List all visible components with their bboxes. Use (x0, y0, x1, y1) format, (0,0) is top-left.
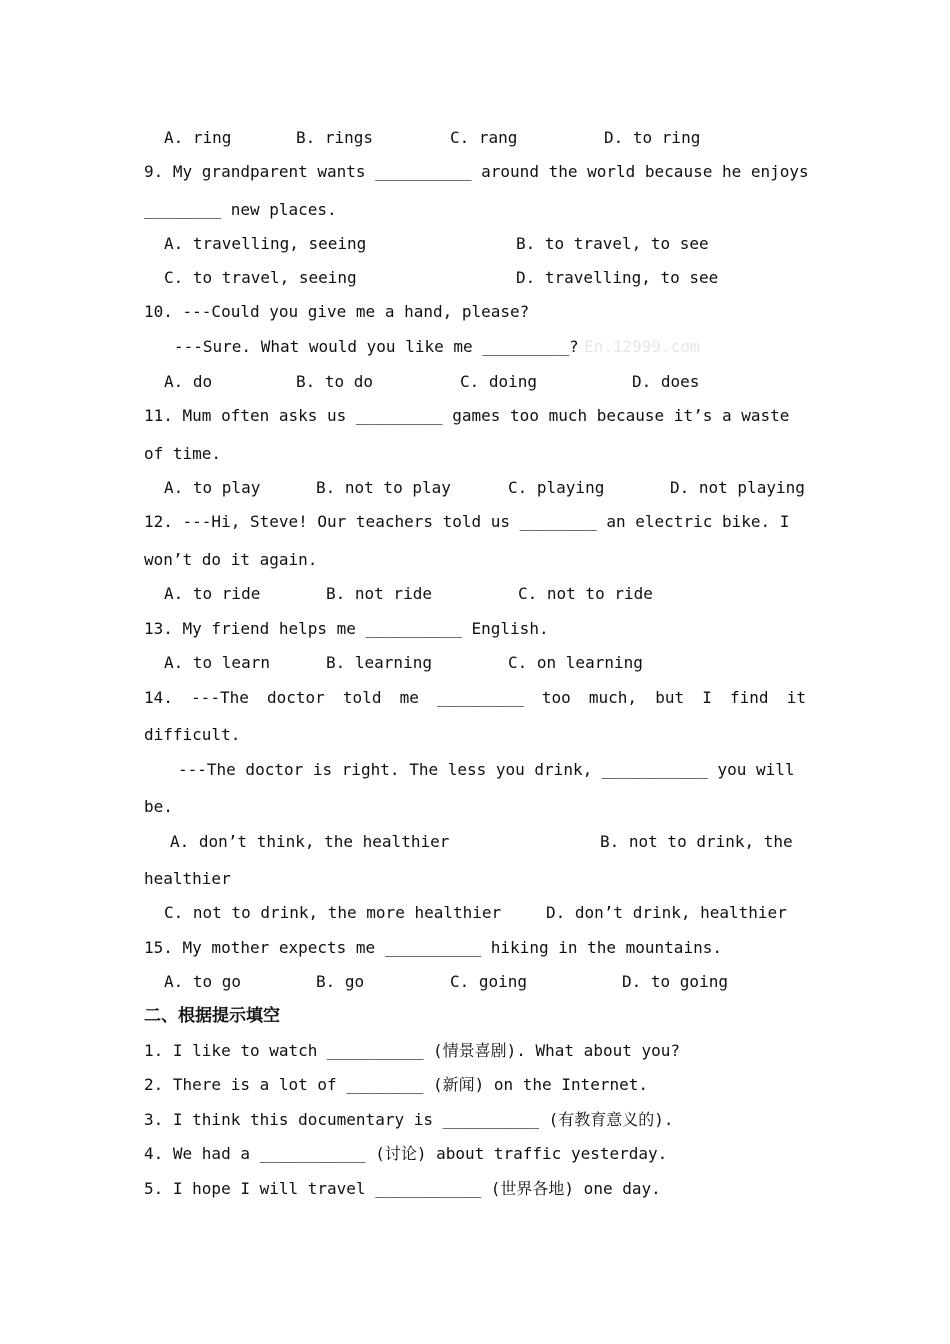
q10-stem-line1: 10. ---Could you give me a hand, please? (144, 302, 530, 321)
q14-option-c: C. not to drink, the more healthier (164, 903, 502, 922)
q11-option-c: C. playing (508, 478, 605, 497)
q15-option-c: C. going (450, 972, 528, 991)
q12-stem-line1: 12. ---Hi, Steve! Our teachers told us ________ an electric bike. I (144, 512, 790, 531)
fill-item-2: 2. There is a lot of ________ (新闻) on the Internet. (144, 1075, 649, 1094)
q14-word: doctor (266, 688, 325, 707)
q13-option-c: C. on learning (508, 653, 643, 672)
q12-option-a: A. to ride (164, 584, 261, 603)
q10-stem-line2: ---Sure. What would you like me _________? (174, 337, 579, 356)
q13-option-a: A. to learn (164, 653, 270, 672)
q14-stem-line1 (144, 688, 806, 708)
q9-option-c: C. to travel, seeing (164, 268, 357, 287)
q11-option-a: A. to play (164, 478, 261, 497)
q10-option-d: D. does (632, 372, 700, 391)
q11-stem-line2: of time. (144, 444, 222, 463)
q15-option-b: B. go (316, 972, 365, 991)
q13-option-b: B. learning (326, 653, 432, 672)
q10-option-c: C. doing (460, 372, 538, 391)
q9-stem-line1: 9. My grandparent wants __________ around the world because he enjoys (144, 162, 809, 181)
q14-word: find (730, 688, 769, 707)
q8-option-a: A. ring (164, 128, 232, 147)
q11-option-d: D. not playing (670, 478, 805, 497)
q14-stem-line4: be. (144, 797, 173, 816)
section-heading: 二、根据提示填空 (144, 1006, 280, 1026)
q8-option-d: D. to ring (604, 128, 701, 147)
q12-option-b: B. not ride (326, 584, 432, 603)
q14-word: me (399, 688, 419, 707)
q14-word: but (655, 688, 685, 707)
q14-word: much, (588, 688, 638, 707)
q15-option-a: A. to go (164, 972, 242, 991)
q9-option-d: D. travelling, to see (516, 268, 719, 287)
q14-option-d: D. don’t drink, healthier (546, 903, 787, 922)
watermark-text: En.12999.com (584, 337, 700, 356)
fill-item-3: 3. I think this documentary is __________ (有教育意义的). (144, 1110, 674, 1129)
q9-stem-line2: ________ new places. (144, 200, 337, 219)
q12-option-c: C. not to ride (518, 584, 653, 603)
q14-blank: _________ (437, 688, 524, 707)
q14-word: told (342, 688, 382, 707)
q10-option-a: A. do (164, 372, 213, 391)
q9-option-a: A. travelling, seeing (164, 234, 367, 253)
q12-stem-line2: won’t do it again. (144, 550, 318, 569)
fill-item-1: 1. I like to watch __________ (情景喜剧). What about you? (144, 1041, 681, 1060)
q11-option-b: B. not to play (316, 478, 451, 497)
q15-option-d: D. to going (622, 972, 728, 991)
q11-stem-line1: 11. Mum often asks us _________ games too much because it’s a waste (144, 406, 790, 425)
fill-item-5: 5. I hope I will travel ___________ (世界各地) one day. (144, 1179, 661, 1198)
q15-stem-line1: 15. My mother expects me __________ hiking in the mountains. (144, 938, 722, 957)
q14-option-b: B. not to drink, the (600, 832, 793, 851)
q14-word: ---The (191, 688, 249, 707)
fill-item-4: 4. We had a ___________ (讨论) about traffic yesterday. (144, 1144, 668, 1163)
q14-word: it (786, 688, 806, 707)
q14-word: I (702, 688, 712, 707)
q14-word: 14. (144, 688, 173, 707)
q9-option-b: B. to travel, to see (516, 234, 709, 253)
q8-option-b: B. rings (296, 128, 374, 147)
q14-word: too (541, 688, 571, 707)
q14-option-a: A. don’t think, the healthier (170, 832, 450, 851)
q14-stem-line3: ---The doctor is right. The less you drink, ___________ you will (178, 760, 795, 779)
q14-option-b-continued: healthier (144, 869, 231, 888)
q8-option-c: C. rang (450, 128, 518, 147)
q10-option-b: B. to do (296, 372, 374, 391)
q13-stem-line1: 13. My friend helps me __________ English. (144, 619, 549, 638)
q14-stem-line2: difficult. (144, 725, 241, 744)
